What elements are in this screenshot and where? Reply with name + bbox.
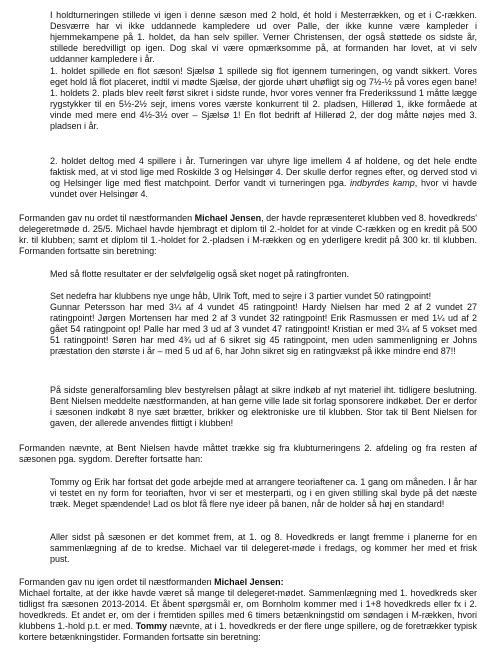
speaker-name: Michael Jensen: [214,577,284,587]
paragraph-team-tournament [50,10,480,65]
paragraph-text-after: nævnte, at i 1. hovedkreds er der flere unge spillere, og de foretrækker typisk kortere betænkningstider. Formanden fortsatte sin beretning: [19,621,480,642]
paragraph-text: Michael fortalte, at der ikke havde været så mange til delegeret-mødet. Sammenlægning med 1. hovedkreds sker tidligst fra sæsonen 2013-2014. Et åbent spørgsmål er, om Bornholm kommer med i 1+8 hovedkreds eller fx i 2. hovedkreds. Et andet er, om der i fremtiden spilles med 6 timers betænkningstid om søndagen i M-rækken, hvori klubbens 1.-hold p.t. er med. [19,588,477,631]
paragraph-text: Set nedefra har klubbens nye unge håb, Ulrik Toft, med to sejre i 3 partier vundet 50 ratingpoint! Gunnar Petersson har med 3¼ af 4 vundet 45 ratingpoint! Hardy Nielsen har med 2 af 2 vundet 27 ratingpoint! Jørgen Mortensen har med 2 af 3 vundet 32 ratingpoint! Erik Rasmussen er med 1¼ ud af 2 gået 54 ratingpoint op! Palle har med 3 ud af 3 vundet 47 ratingpoint! Kristian er med 3¼ af 5 vokset med 51 ratingpoint! Søren har med 4¾ ud af 6 sikret sig 45 ratingpoint, men uden sammenligning er Johns præstation den største i år – med 5 ud af 6, har John sikret sig en ratingvækst på ikke mindre end 87!! [50,291,477,356]
paragraph-text: Aller sidst på sæsonen er det kommet frem, at 1. og 8. Hovedkreds er langt fremme i planerne for en sammenlægning af de to kredse. Michael var til delegeret-møde i fredags, og kommer her med et frisk pust. [50,532,480,564]
italic-term: indbyrdes kamp [350,178,415,188]
paragraph-illness-note [19,443,480,465]
paragraph-second-team [50,156,480,200]
paragraph-text-before: Formanden gav nu ordet til næstformanden [19,213,195,223]
paragraph-text-after: , hvor vi havde vundet over Helsingør 4. [50,178,480,199]
paragraph-text-before: Formanden gav nu igen ordet til næstformanden [19,577,215,587]
paragraph-rating-results [50,291,477,357]
paragraph-vice-chair-report [19,213,480,257]
paragraph-text: Med så flotte resultater er der selvfølgelig også sket noget på ratingfronten. [50,269,350,279]
member-name: Tommy [135,621,168,631]
paragraph-text: Tommy og Erik har fortsat det gode arbejde med at arrangere teoriaftener ca. 1 gang om måneden. I år har vi testet en ny form for teoriaften, hvor vi ser et mesterparti, og i en given stilling skal byde på det næste træk. Meget spændende! Lad os blot få flere nye ideer på banen, når de holder så høj en standard! [50,477,480,509]
paragraph-text: 2. holdet deltog med 4 spillere i år. Turneringen var uhyre lige imellem 4 af holdene, og det hele endte faktisk med, at vi stod lige med Roskilde 3 og Helsingør 4. Der skulle derfor regnes efter, og derved stod vi og Helsinger lige med flest matchpoint. Derfor vandt vi turneringen pga. [50,156,480,188]
paragraph-district-merger [50,532,480,565]
paragraph-first-team [50,66,480,132]
paragraph-equipment [50,385,480,429]
paragraph-text: 1. holdet spillede en flot sæson! Sjælsø 1 spillede sig flot igennem turneringen, og vandt sikkert. Vores eget hold lå flot placeret, indtil vi mødte Sjælsø, der gjorde uhørt uhøfligt sig og 7½-½ på vores egen bane! 1. holdets 2. plads blev reelt først sikret i sidste runde, hvor vores venner fra Frederikssund 1 måtte lægge rygstykker til en 5½-2½ sejr, imens vores værste konkurrent til 2. pladsen, Hillerød 1, ikke formåede at vinde med mere end 4½-3½ over – Sjælsø 1! En flot bedrift af Hillerød 2, der dog måtte nøjes med 3. pladsen i år. [50,66,480,131]
paragraph-text: , der havde repræsenteret klubben ved 8. hovedkreds' delegeretmøde d. 25/5. Michael havde hjembragt et diplom til 2.-holdet for at vinde C-rækken og en kredit på 500 kr. til klubben; samt et diplom til 1.-holdet for 2.-pladsen i M-rækken og en yderligere kredit på 300 kr. til klubben. Formanden fortsatte sin beretning: [19,213,480,256]
paragraph-text: I holdturneringen stillede vi igen i denne sæson med 2 hold, ét hold i Mesterrækken, og et i C-rækken. Desværre har vi ikke uddannede kampledere ud over Palle, der ikke kunne være kampleder i hjemmekampene på 1. holdet, da han selv spiller. Verner Christensen, der også støttede os sidste år, stillede beredvilligt op igen. Dog skal vi være opmærksomme på, at formanden har lovet, at vi selv uddanner kampledere i år. [50,10,480,64]
paragraph-text: Formanden nævnte, at Bent Nielsen havde måttet trække sig fra klubturneringens 2. afdeling og fra resten af sæsonen pga. sygdom. Derefter fortsatte han: [19,443,480,464]
paragraph-vice-chair-merger [19,577,480,643]
paragraph-rating-intro [50,269,477,280]
speaker-name: Michael Jensen [194,213,262,223]
paragraph-theory-evenings [50,477,480,510]
paragraph-text: På sidste generalforsamling blev bestyrelsen pålagt at sikre indkøb af nyt materiel iht. tidligere beslutning. Bent Nielsen meddelte næstformanden, at han gerne ville lade sit forlag sponsorere indkøbet. Der er derfor i sæsonen indkøbt 8 nye sæt brætter, brikker og elektroniske ure til klubben. Stor tak til Bent Nielsen for gaven, der allerede anvendes flittigt i klubben! [50,385,480,428]
